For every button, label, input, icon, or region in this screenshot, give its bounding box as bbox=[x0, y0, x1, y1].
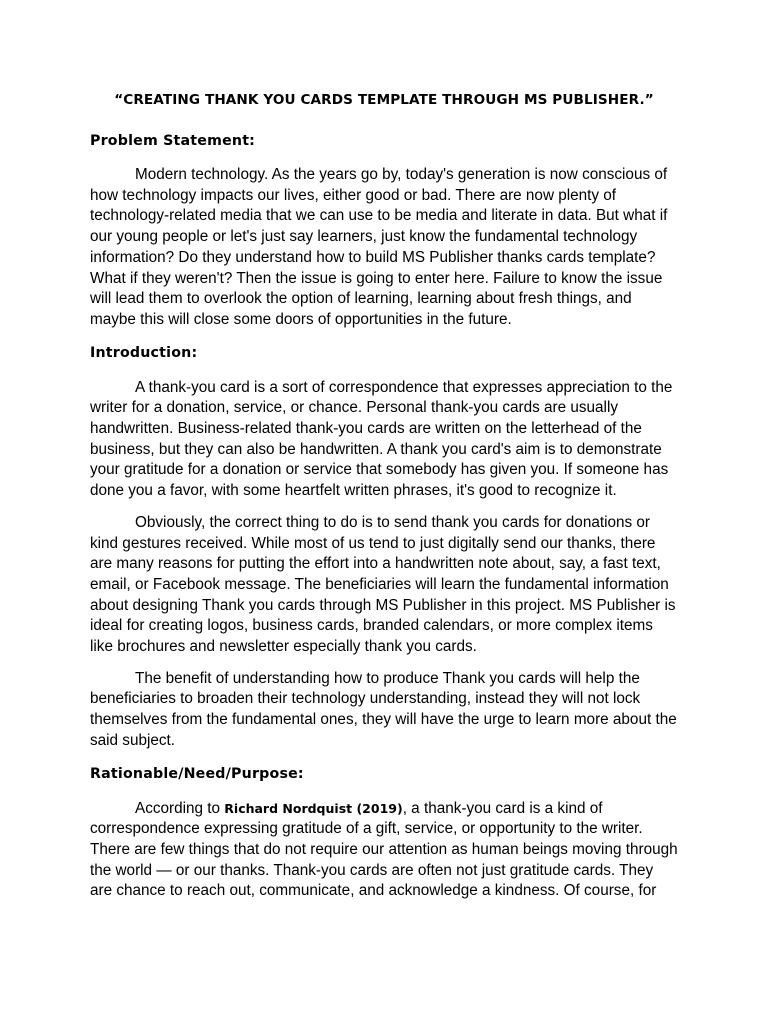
problem-statement-heading: Problem Statement: bbox=[90, 133, 256, 149]
introduction-heading: Introduction: bbox=[90, 344, 198, 361]
problem-statement-paragraph: Modern technology. As the years go by, today's generation is now conscious of how technology impacts our lives, either good or bad. There are now plenty of technology-related media that we can use to be media and literate in data. But what if our young people or let's just say learners, just know the fundamental technology information? Do they understand how to build MS Publisher thanks cards template? What if they weren't? Then the issue is going to enter here. Failure to know the issue will lead them to overlook the option of learning, learning about fresh things, and maybe this will close some doors of opportunities in the future. bbox=[90, 166, 668, 328]
introduction-paragraph-2: Obviously, the correct thing to do is to send thank you cards for donations or kind gestures received. While most of us tend to just digitally send our thanks, there are many reasons for putting the effort into a handwritten note about, say, a fast text, email, or Facebook message. The beneficiaries will learn the fundamental information about designing Thank you cards through MS Publisher in this project. MS Publisher is ideal for creating logos, business cards, branded calendars, or more complex items like brochures and newsletter especially thank you cards. bbox=[90, 513, 676, 656]
document-title: “CREATING THANK YOU CARDS TEMPLATE THROUGH MS PUBLISHER.” bbox=[114, 92, 654, 108]
introduction-paragraph-3: The benefit of understanding how to produce Thank you cards will help the beneficiaries to broaden their technology understanding, instead they will not lock themselves from the fundamental ones, they will have the urge to learn more about the said subject. bbox=[90, 669, 677, 749]
rationale-paragraph bbox=[90, 799, 678, 903]
rationale-lead-text: According to bbox=[135, 799, 225, 817]
rationale-body-text: , a thank-you card is a kind of correspondence expressing gratitude of a gift, service, or opportunity to the writer. There are few things that do not require our attention as human beings moving through the world — or our thanks. Thank-you cards are often not just gratitude cards. They are chance to reach out, communicate, and acknowledge a kindness. Of course, for bbox=[90, 799, 678, 900]
introduction-paragraph-1: A thank-you card is a sort of correspondence that expresses appreciation to the writer for a donation, service, or chance. Personal thank-you cards are usually handwritten. Business-related thank-you cards are written on the letterhead of the business, but they can also be handwritten. A thank you card's aim is to demonstrate your gratitude for a donation or service that somebody has given you. If someone has done you a favor, with some heartfelt written phrases, it's good to recognize it. bbox=[90, 378, 673, 500]
citation-author: Richard Nordquist (2019) bbox=[224, 800, 403, 816]
rationale-heading: Rationable/Need/Purpose: bbox=[90, 765, 304, 782]
